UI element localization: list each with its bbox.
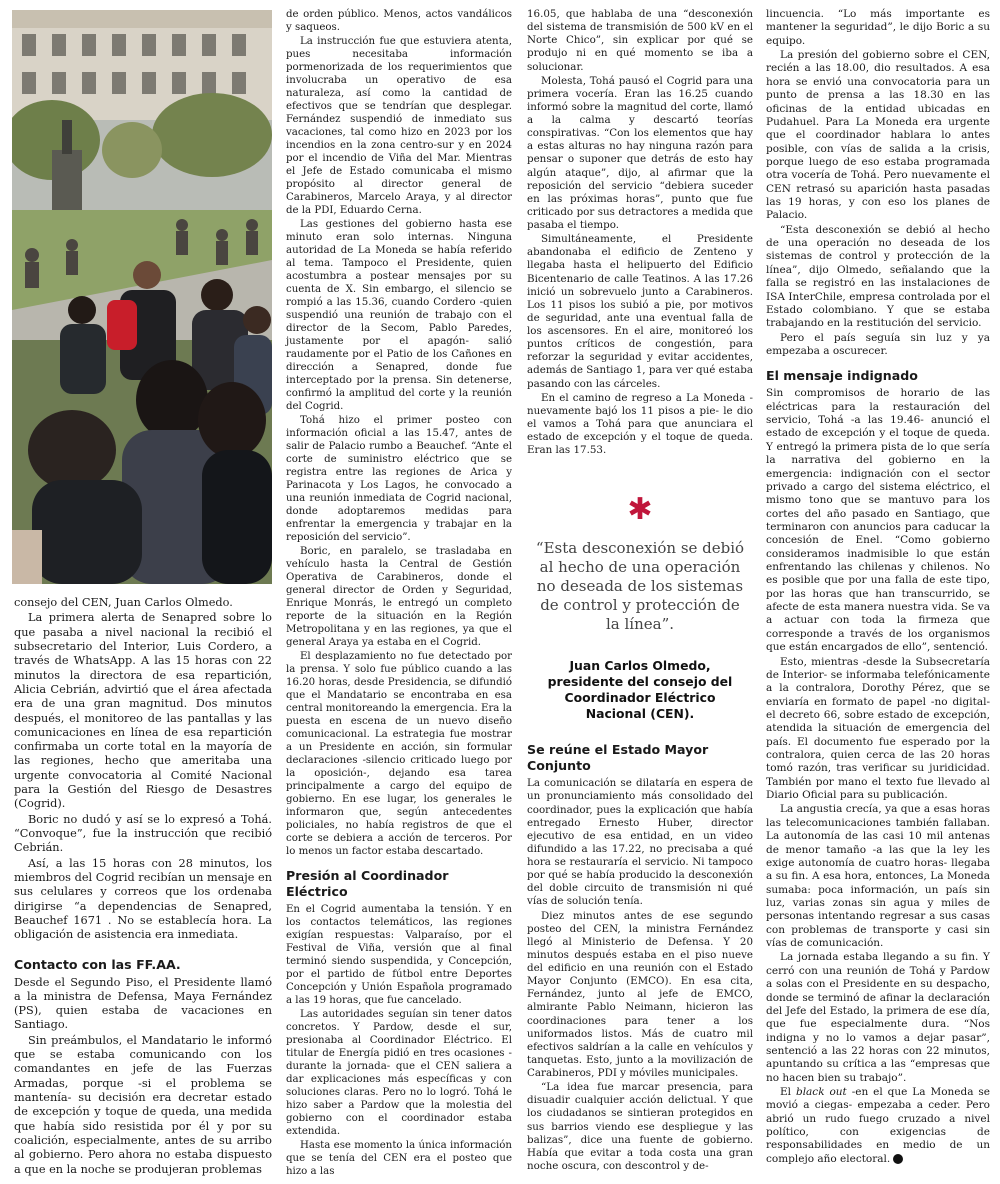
section-heading: Contacto con las FF.AA. [14, 956, 181, 972]
paragraph: de orden público. Menos, actos vandálicos y saqueos. [286, 9, 512, 33]
paragraph: La instrucción fue que estuviera atenta, pues necesitaba información pormenorizada de los requerimientos que involucraba un operativo de esa naturaleza, así como la cantidad de efectivos que se tendrían que desplegar. Fernández suspendió de inmediato sus vacaciones, tal como hizo en 2023 por los incendios en la zona centro-sur y en 2024 por el incendio de Viña del Mar. Mientras el Jefe de Estado comunicaba el mismo propósito al director general de Carabineros, Marcelo Araya, y al director de la PDI, Eduardo Cerna. [286, 36, 512, 216]
article-column-4 [766, 8, 990, 1167]
paragraph: Tohá hizo el primer posteo con información oficial a las 15.47, antes de salir de Palacio rumbo a Beauchef. “Ante el corte de suministro eléctrico que se registra entre las regiones de Arica y Parinacota y Los Lagos, he convocado a una reunión inmediata de Cogrid nacional, donde adoptaremos medidas para enfrentar la emergencia y trabajar en la reposición del servicio”. [286, 415, 512, 543]
paragraph: La primera alerta de Senapred sobre lo que pasaba a nivel nacional la recibió el subsecretario del Interior, Luis Cordero, a través de WhatsApp. A las 15 horas con 22 minutos la directora de esa repartición, Alicia Cebrián, advirtió que el área afectada era de una gran magnitud. Dos minutos después, el monitoreo de las pantallas y las comunicaciones en línea de esa repartición confirmaba un corte total en la mayoría de las regiones, hecho que ameritaba una urgente convocatoria al Comité Nacional para la Gestión del Riesgo de Desastres (Cogrid). [14, 611, 272, 811]
section-heading: Se reúne el Estado Mayor Conjunto [527, 742, 709, 774]
paragraph: Así, a las 15 horas con 28 minutos, los miembros del Cogrid recibían un mensaje en sus celulares y correos que los ordenaba dirigirse “a dependencias de Senapred, Beauchef 1671 . No se establecía hora. La obligación de asistencia era inmediata. [14, 856, 272, 942]
paragraph: Desde el Segundo Piso, el Presidente llamó a la ministra de Defensa, Maya Fernández (PS), quien estaba de vacaciones en Santiago. [14, 975, 272, 1032]
section-heading: El mensaje indignado [766, 368, 918, 384]
article-column-1 [14, 596, 272, 1178]
article-photo [12, 10, 272, 584]
paragraph: Hasta ese momento la única información que se tenía del CEN era el posteo que hizo a las [286, 1140, 512, 1177]
paragraph: Las gestiones del gobierno hasta ese minuto eran solo internas. Ninguna autoridad de La Moneda se había referido al tema. Tampoco el Presidente, quien acostumbra a postear mensajes por su cuenta de X. Sin embargo, el silencio se rompió a las 15.36, cuando Cordero -quien suspendió una reunión de trabajo con el director de la Secom, Pablo Paredes, justamente por el apagón- salió raudamente por el Patio de los Cañones en dirección a Senapred, donde fue interceptado por la prensa. Sin detenerse, confirmó la amplitud del corte y la reunión del Cogrid. [286, 219, 512, 412]
paragraph: consejo del CEN, Juan Carlos Olmedo. [14, 596, 233, 609]
paragraph [766, 1086, 990, 1166]
paragraph: Esto, mientras -desde la Subsecretaría de Interior- se informaba telefónicamente a la contralora, Dorothy Pérez, que se enviaría en formato de papel -no digital- el decreto 66, sobre estado de excepción, atendida la situación de emergencia del país. El documento fue esperado por la contralora, quien cerca de las 20 horas tomó razón, tras verificar su juridicidad. También por mano el texto fue llevado al Diario Oficial para su publicación. [766, 655, 990, 802]
paragraph: La jornada estaba llegando a su fin. Y cerró con una reunión de Tohá y Pardow a solas con el Presidente en su despacho, donde se terminó de afinar la declaración del Jefe del Estado, la primera de ese día, que fue especialmente dura. “Nos indigna y no lo vamos a dejar pasar”, sentenció a las 22 horas con 22 minutos, apuntando su crítica a las “empresas que no hacen bien su trabajo”. [766, 951, 990, 1084]
paragraph: “Esta desconexión se debió al hecho de una operación no deseada de los sistemas de control y protección de la línea”, dijo Olmedo, señalando que la falla se registró en las instalaciones de ISA InterChile, empresa controlada por el Estado colombiano. Y que se estaba trabajando en la restitución del servicio. [766, 223, 990, 330]
paragraph: El desplazamiento no fue detectado por la prensa. Y solo fue público cuando a las 16.20 horas, desde Presidencia, se difundió que el Mandatario se encontraba en esa central monitoreando la emergencia. Era la puesta en escena de un nuevo diseño comunicacional. La estrategia fue mostrar a un Presidente en acción, sin formular declaraciones -silencio criticado luego por la oposición-, dejando esa tarea principalmente a cargo del equipo de gobierno. En ese lugar, los generales le informaron que, según antecedentes policiales, no había registros de que el corte se debiera a acción de terceros. Por lo menos un factor estaba descartado. [286, 651, 512, 857]
emphasis: black out [795, 1086, 847, 1099]
section-heading: Presión al Coordinador Eléctrico [286, 868, 449, 899]
paragraph: Simultáneamente, el Presidente abandonaba el edificio de Zenteno y llegaba hasta el helipuerto del Edificio Bicentenario de calle Teatinos. A las 17.26 inició un sobrevuelo junto a Carabineros. Los 11 pisos los subió a pie, por motivos de seguridad, ante una eventual falla de los ascensores. En el aire, monitoreó los puntos críticos de congestión, para reforzar la seguridad y evitar accidentes, además de Santiago 1, para ver qué estaba pasando con las cárceles. [527, 233, 753, 390]
paragraph: Las autoridades seguían sin tener datos concretos. Y Pardow, desde el sur, presionaba al Coordinador Eléctrico. El titular de Energía pidió en tres ocasiones -durante la jornada- que el CEN saliera a dar explicaciones más específicas y con soluciones claras. Pero no lo logró. Tohá le hizo saber a Pardow que la molestia del gobierno con el coordinador estaba extendida. [286, 1009, 512, 1137]
paragraph: Sin preámbulos, el Mandatario le informó que se estaba comunicando con los comandantes en jefe de las Fuerzas Armadas, porque -si el problema se mantenía- su decisión era decretar estado de excepción y toque de queda, una medida que había sido resistida por él y por su coalición, especialmente, antes de su arribo al gobierno. Pero ahora no estaba dispuesto a que en la noche se produjeran problemas [14, 1033, 272, 1176]
end-of-article-icon [893, 1154, 903, 1164]
paragraph: Boric, en paralelo, se trasladaba en vehículo hasta la Central de Gestión Operativa de Carabineros, donde el general director de Orden y Seguridad, Enrique Monrás, le entregó un completo reporte de la situación en la Región Metropolitana y en las regiones, ya que el general Araya ya estaba en el Cogrid. [286, 546, 512, 648]
paragraph: La comunicación se dilataría en espera de un pronunciamiento más consolidado del coordinador, pues la explicación que había entregado Ernesto Huber, director ejecutivo de esa entidad, en un video difundido a las 17.22, no precisaba a qué hora se restauraría el servicio. Ni tampoco por qué se había producido la desconexión del doble circuito de transmisión ni qué vías de solución tenía. [527, 777, 753, 908]
paragraph: 16.05, que hablaba de una “desconexión del sistema de transmisión de 500 kV en el Norte Chico”, sin explicar por qué se produjo ni en qué momento se iba a solucionar. [527, 8, 753, 73]
asterisk-ornament-icon: ✱ [627, 492, 653, 528]
paragraph: Boric no dudó y así se lo expresó a Tohá. “Convoque”, fue la instrucción que recibió Cebrián. [14, 812, 272, 855]
pull-quote-author: Juan Carlos Olmedo, presidente del consejo del Coordinador Eléctrico Nacional (CEN). [547, 658, 733, 722]
article-column-3 [527, 8, 753, 1174]
paragraph: Diez minutos antes de ese segundo posteo del CEN, la ministra Fernández llegó al Ministerio de Defensa. Y 20 minutos después estaba en el piso nueve del edificio en una reunión con el Estado Mayor Conjunto (EMCO). En esa cita, Fernández, junto al jefe de EMCO, almirante Pablo Neimann, hicieron las coordinaciones para tener a los uniformados listos. Más de cuatro mil efectivos saldrían a la calle en vehículos y tanquetas. Esto, junto a la movilización de Carabineros, PDI y móviles municipales. [527, 909, 753, 1079]
paragraph: lincuencia. “Lo más importante es mantener la seguridad”, le dijo Boric a su equipo. [766, 8, 990, 47]
pull-quote [533, 492, 747, 722]
paragraph: La presión del gobierno sobre el CEN, recién a las 18.00, dio resultados. A esa hora se envió una convocatoria para un punto de prensa a las 18.30 en las oficinas de la entidad ubicadas en Pudahuel. Para La Moneda era urgente que el coordinador hablara lo antes posible, con vías de salida a la crisis, porque luego de eso estaba programada otra vocería de Tohá. Pero nuevamente el CEN retrasó su aparición hasta pasadas las 19 horas, y con eso los planes de Palacio. [766, 49, 990, 222]
paragraph: Molesta, Tohá pausó el Cogrid para una primera vocería. Eran las 16.25 cuando informó sobre la magnitud del corte, llamó a la calma y descartó teorías conspirativas. “Con los elementos que hay a estas alturas no hay ninguna razón para pensar o suponer que detrás de esto hay algún ataque”, dijo, al afirmar que la reposición del servicio “debiera suceder en las próximas horas”, punto que fue criticado por sus detractores a medida que pasaba el tiempo. [527, 74, 753, 231]
paragraph: En el camino de regreso a La Moneda -nuevamente bajó los 11 pisos a pie- le dio el vamos a Tohá para que anunciara el estado de excepción y el toque de queda. Eran las 17.53. [527, 391, 753, 457]
paragraph: Sin compromisos de horario de las eléctricas para la restauración del servicio, Tohá -a las 19.46- anunció el estado de excepción y el toque de queda. Y entregó la primera pista de lo que sería la narrativa del gobierno en la emergencia: indignación con el sector privado a cargo del sistema eléctrico, el mismo tono que se mantuvo para los cortes del año pasado en Santiago, que terminaron con anuncios para caducar la concesión de Enel. “Como gobierno consideramos inadmisible lo que están enfrentando las chilenas y chilenos. No es posible que por una falla de este tipo, por las horas que han transcurrido, se afecte de esta manera nuestra vida. Se va a actuar con toda la firmeza que corresponde a través de los organismos que están encargados de ello”, sentenció. [766, 387, 990, 654]
crowd-photo [12, 10, 272, 584]
paragraph-start: El [780, 1086, 792, 1099]
paragraph-rest: -en el que La Moneda se movió a ciegas- empezaba a ceder. Pero abrió un rudo fuego cruzado a nivel político, con exigencias de responsabilidades en medio de un complejo año electoral. [766, 1086, 990, 1165]
paragraph: En el Cogrid aumentaba la tensión. Y en los contactos telemáticos, las regiones exigían respuestas: Valparaíso, por el Festival de Viña, versión que al final terminó siendo suspendida, y Concepción, por el partido de fútbol entre Deportes Concepción y Unión Española programado a las 19 horas, que fue cancelado. [286, 904, 512, 1006]
paragraph: La angustia crecía, ya que a esas horas las telecomunicaciones también fallaban. La autonomía de las casi 10 mil antenas de menor tamaño -a las que la ley les exige autonomía de cuatro horas- llegaba a su fin. A esa hora, entonces, La Moneda sumaba: poca información, un país sin luz, varias zonas sin agua y miles de personas intentando regresar a sus casas con problemas de transporte y casi sin vías de comunicación. [766, 803, 990, 950]
paragraph: Pero el país seguía sin luz y ya empezaba a oscurecer. [766, 331, 990, 357]
article-column-2 [286, 8, 512, 1179]
paragraph: “La idea fue marcar presencia, para disuadir cualquier acción delictual. Y que los ciudadanos se sintieran protegidos en sus barrios viendo ese despliegue y las balizas”, dice una fuente de gobierno. Había que evitar a toda costa una gran noche oscura, con descontrol y de- [527, 1081, 753, 1172]
pull-quote-text: “Esta desconexión se debió al hecho de una operación no deseada de los sistemas de control y protección de la línea”. [535, 539, 745, 634]
